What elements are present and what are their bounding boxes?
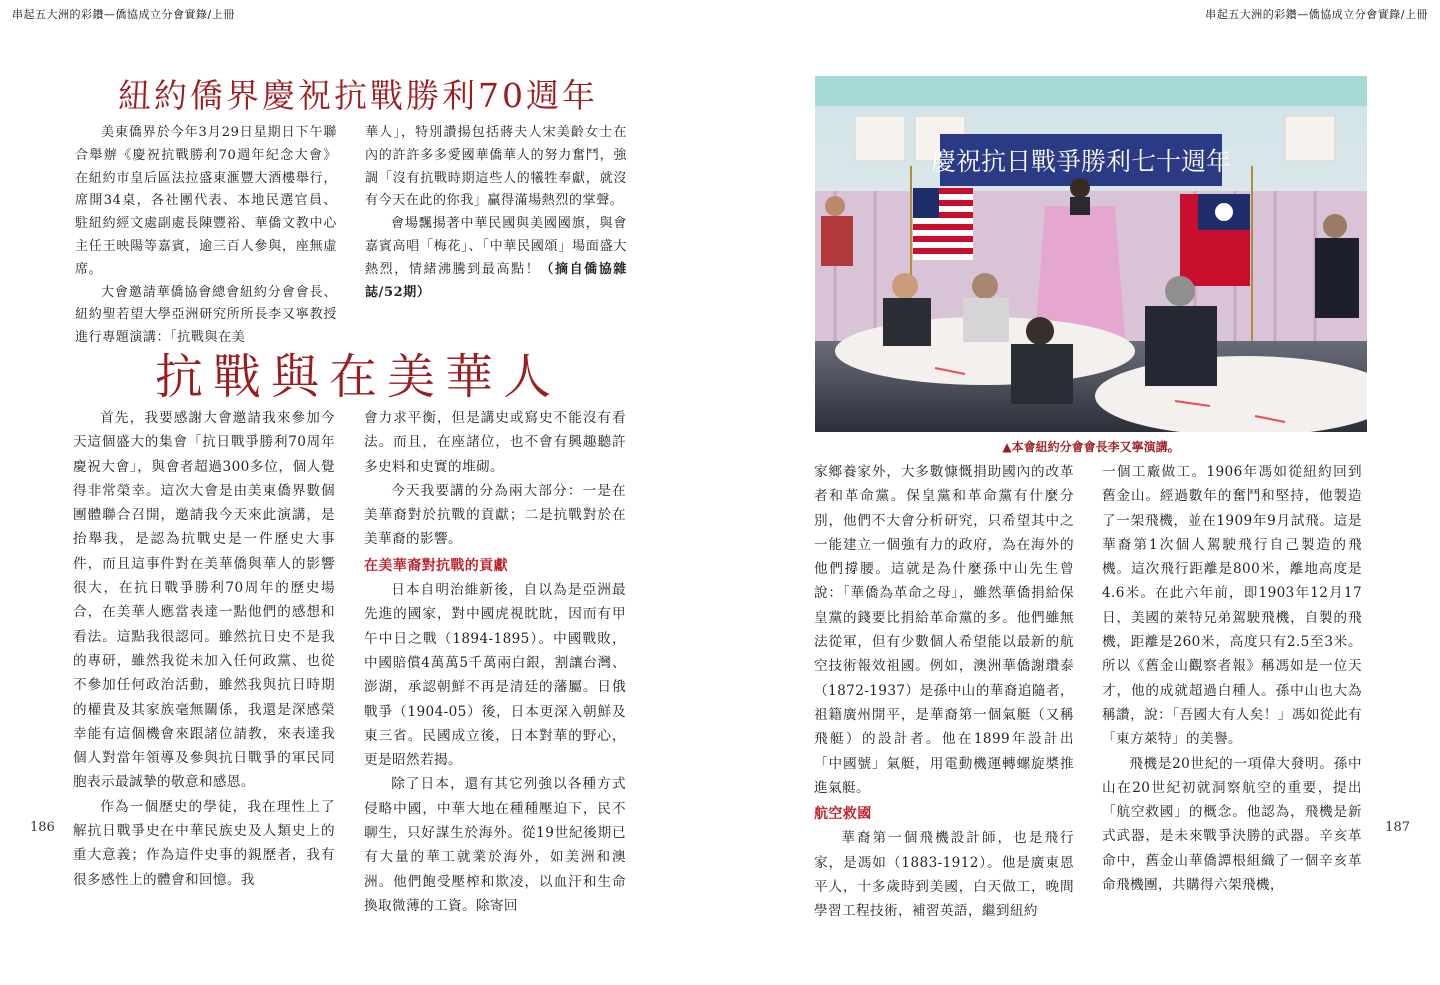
banner-text: 慶祝抗日戰爭勝利七十週年 bbox=[930, 147, 1232, 176]
speech-paragraph: 飛機是20世紀的一項偉大發明。孫中山在20世紀初就洞察航空的重要，提出「航空救國」的概念。他認為，飛機是新式武器，是未來戰爭決勝的武器。辛亥革命中，舊金山華僑譚根組織了一個辛亥革命飛機團，共購得六架飛機， bbox=[1102, 755, 1362, 894]
page-number-right: 187 bbox=[1385, 820, 1410, 835]
speech-paragraph: 日本自明治維新後，自以為是亞洲最先進的國家，對中國虎視眈眈，因而有甲午中日之戰（1894-1895）。中國戰敗，中國賠償4萬萬5千萬兩白銀，割讓台灣、澎湖，承認朝鮮不再是清廷的藩屬。日俄戰爭（1904-05）後，日本更深入朝鮮及東三省。民國成立後，日本對華的野心，更是昭然若揭。 bbox=[364, 582, 626, 769]
speech-column-1 bbox=[73, 406, 335, 892]
article-title-celebration: 紐約僑界慶祝抗戰勝利70週年 bbox=[118, 76, 598, 115]
page-number-left: 186 bbox=[30, 820, 55, 835]
intro-paragraph: 大會邀請華僑協會總會紐約分會會長、紐約聖若望大學亞洲研究所所長李又寧教授進行專題演講：「抗戰與在美 bbox=[75, 284, 337, 346]
right-page bbox=[720, 0, 1440, 985]
intro-paragraph-text: 會場飄揚著中華民國與美國國旗，與會嘉賓高唱「梅花」、「中華民國頌」場面盛大熱烈，情緒沸騰到最高點！ bbox=[365, 216, 627, 277]
intro-column-2 bbox=[365, 122, 627, 304]
intro-column-1 bbox=[75, 122, 337, 350]
speech-paragraph: 首先，我要感謝大會邀請我來參加今天這個盛大的集會「抗日戰爭勝利70周年慶祝大會」，與會者超過300多位，個人覺得非常榮幸。這次大會是由美東僑界數個團體聯合召開，邀請我今天來此演講，是抬舉我，是認為抗戰史是一件歷史大事件，而且這事件對在美華僑與華人的影響很大，在抗日戰爭勝利70周年的歷史場合，在美華人應當表達一點他們的感想和看法。這點我很認同。雖然抗日史不是我的專研，雖然我從未加入任何政黨、也從不參加任何政治活動，雖然我與抗日時期的權貴及其家族毫無關係，我還是深感榮幸能有這個機會來跟諸位請教，來表達我個人對當年領導及參與抗日戰爭的軍民同胞表示最誠摯的敬意和感恩。 bbox=[73, 410, 335, 791]
speech-column-2 bbox=[364, 406, 626, 918]
intro-paragraph bbox=[365, 213, 627, 304]
speech-paragraph-continued: 會力求平衡，但是講史或寫史不能沒有看法。而且，在座諸位，也不會有興趣聽許多史料和史實的堆砌。 bbox=[364, 410, 626, 475]
section-subhead-aviation: 航空救國 bbox=[814, 806, 872, 823]
article-title-speech: 抗戰與在美華人 bbox=[154, 349, 561, 405]
photo-caption: ▲本會紐約分會會長李又寧演講。 bbox=[1002, 440, 1180, 454]
speech-paragraph-continued: 家鄉養家外，大多數慷慨捐助國內的改革者和革命黨。保皇黨和革命黨有什麼分別，他們不大會分析研究，只希望其中之一能建立一個強有力的政府，為在海外的他們撐腰。這就是為什麼孫中山先生曾說：「華僑為革命之母」，雖然華僑捐給保皇黨的錢要比捐給革命黨的多。他們雖無法從軍，但有少數個人希望能以最新的航空技術報效祖國。例如，澳洲華僑謝瓚泰（1872-1937）是孫中山的華裔追隨者，祖籍廣州開平，是華裔第一個氣艇（又稱飛艇）的設計者。他在1899年設計出「中國號」氣艇，用電動機運轉螺旋槳推進氣艇。 bbox=[814, 464, 1074, 796]
section-subhead-contribution: 在美華裔對抗戰的貢獻 bbox=[364, 557, 508, 574]
source-byline: （摘自僑協雜誌/52期） bbox=[365, 261, 627, 300]
speech-paragraph: 今天我要講的分為兩大部分：一是在美華裔對於抗戰的貢獻；二是抗戰對於在美華裔的影響。 bbox=[364, 482, 626, 548]
speech-paragraph: 華裔第一個飛機設計師，也是飛行家，是馮如（1883-1912）。他是廣東恩平人，十多歲時到美國，白天做工，晚間學習工程技術，補習英語，繼到紐約 bbox=[814, 830, 1074, 920]
speech-paragraph: 作為一個歷史的學徒，我在理性上了解抗日戰爭史在中華民族史及人類史上的重大意義；作為這件史事的親歷者，我有很多感性上的體會和回憶。我 bbox=[73, 798, 335, 888]
speech-column-3 bbox=[814, 460, 1074, 924]
intro-paragraph: 美東僑界於今年3月29日星期日下午聯合舉辦《慶祝抗戰勝利70週年紀念大會》在紐約市皇后區法拉盛東滙豐大酒樓舉行，席開34桌，各社團代表、本地民選官員、駐紐約經文處副處長陳豐裕、華僑文教中心主任王映陽等嘉賓，逾三百人參與，座無虛席。 bbox=[75, 125, 337, 277]
banquet-photo-illustration bbox=[815, 76, 1367, 432]
speech-column-4 bbox=[1102, 460, 1362, 897]
event-photo bbox=[815, 76, 1367, 432]
speech-paragraph: 除了日本，還有其它列強以各種方式侵略中國，中華大地在種種壓迫下，民不聊生，只好謀生於海外。從19世紀後期已有大量的華工就業於海外，如美洲和澳洲。他們飽受壓榨和欺凌，以血汗和生命換取微薄的工資。除寄回 bbox=[364, 776, 626, 914]
running-head-right: 串起五大洲的彩鑽—僑協成立分會實錄/上冊 bbox=[1205, 8, 1428, 21]
speech-paragraph-continued: 一個工廠做工。1906年馮如從紐約回到舊金山。經過數年的奮鬥和堅持，他製造了一架飛機，並在1909年9月試飛。這是華裔第1次個人駕駛飛行自己製造的飛機。這次飛行距離是800米，離地高度是4.6米。在此六年前，即1903年12月17日，美國的萊特兄弟駕駛飛機，自製的飛機，距離是260米，高度只有2.5至3米。所以《舊金山觀察者報》稱馮如是一位天才，他的成就超過白種人。孫中山也大為稱讚，說：「吾國大有人矣！」馮如從此有「東方萊特」的美譽。 bbox=[1102, 464, 1362, 748]
intro-paragraph-continued: 華人」，特別讚揚包括蔣夫人宋美齡女士在內的許許多多愛國華僑華人的努力奮鬥，強調「沒有抗戰時期這些人的犧牲奉獻，就沒有今天在此的你我」贏得滿場熱烈的掌聲。 bbox=[365, 125, 627, 209]
running-head-left: 串起五大洲的彩鑽—僑協成立分會實錄/上冊 bbox=[12, 8, 235, 21]
